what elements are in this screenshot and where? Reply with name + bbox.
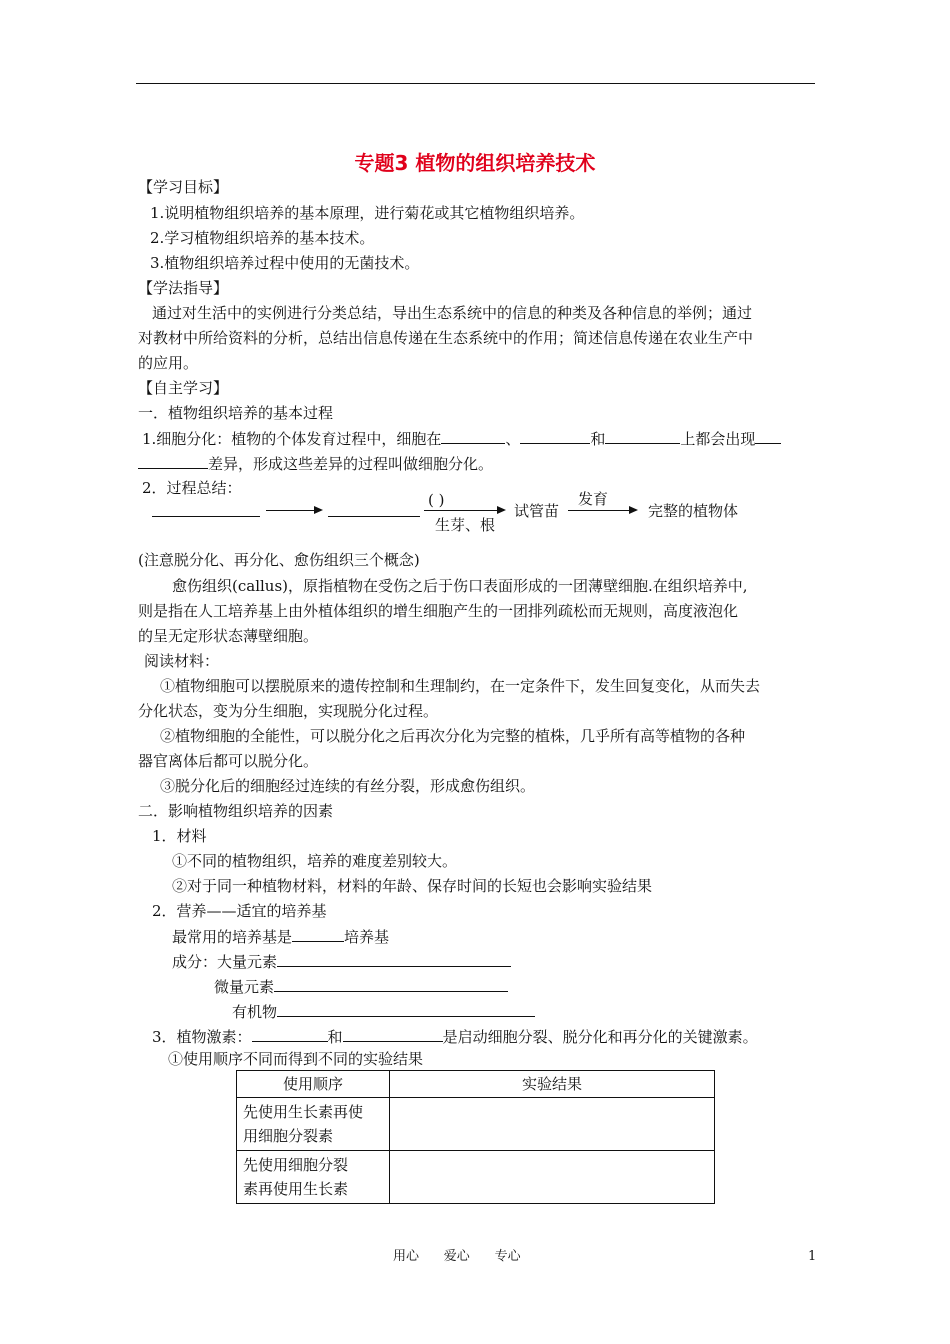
flow-arrow-1 [266,510,321,511]
order-text: 素再使用生长素 [243,1180,349,1198]
method-line: 通过对生活中的实例进行分类总结，导出生态系统中的信息的种类及各种信息的举例；通过 [152,304,753,322]
callus-text: 的呈无定形状态薄壁细胞。 [138,627,319,645]
order-text: 用细胞分裂素 [243,1127,334,1145]
composition-label: 成分： [172,953,218,971]
medium-suffix: 培养基 [344,928,390,946]
separator: 和 [590,430,606,448]
cell-differentiation-label: 1.细胞分化：植物的个体发育过程中，细胞在 [142,430,442,448]
material-item: ①不同的植物组织，培养的难度差别较大。 [172,852,458,870]
reading-item: 分化状态，变为分生细胞，实现脱分化过程。 [138,702,439,720]
answer-blank [277,951,511,967]
micro-line [214,976,508,997]
self-study-heading: 【自主学习】 [138,379,229,397]
cell-differentiation-line2 [138,453,493,474]
goal-item: 3.植物组织培养过程中使用的无菌技术。 [150,254,420,272]
organic-label: 有机物 [232,1003,278,1021]
table-header-row [237,1071,715,1098]
flow-arrow-3 [568,510,636,511]
goals-heading: 【学习目标】 [138,178,229,196]
flow-blank-1 [152,516,260,517]
order-text: 先使用细胞分裂 [243,1156,349,1174]
process-summary-label: 2．过程总结： [142,479,242,497]
cell-differentiation-line [142,428,781,449]
callus-text: 则是指在人工培养基上由外植体组织的增生细胞产生的一团排列疏松而无规则，高度液泡化 [138,602,739,620]
answer-blank [520,428,590,444]
method-line: 的应用。 [138,354,199,372]
hormone-prefix: 3．植物激素： [152,1028,252,1046]
answer-blank [252,1026,328,1042]
goal-item: 2.学习植物组织培养的基本技术。 [150,229,375,247]
order-note: ①使用顺序不同而得到不同的实验结果 [168,1050,424,1068]
section-1-title: 一．植物组织培养的基本过程 [138,404,334,422]
table-header: 实验结果 [390,1071,715,1098]
table-row [237,1098,715,1151]
flow-bracket: ( ) [428,491,445,509]
answer-blank [755,428,781,444]
goal-item: 1.说明植物组织培养的基本原理，进行菊花或其它植物组织培养。 [150,204,585,222]
flow-blank-2 [328,516,420,517]
flow-arrow-2 [424,510,504,511]
footer-motto: 用心 爱心 专心 [393,1249,521,1264]
page-number: 1 [808,1249,817,1264]
macro-line [172,951,511,972]
callus-text: 愈伤组织(callus)，原指植物在受伤之后于伤口表面形成的一团薄壁细胞.在组织培养中, [172,577,748,595]
micro-label: 微量元素 [214,978,275,996]
answer-blank [274,976,508,992]
answer-blank [292,926,344,942]
table-row [237,1151,715,1204]
flow-arrow-label: 发育 [578,490,609,508]
concept-note: (注意脱分化、再分化、愈伤组织三个概念) [138,551,420,569]
results-table [236,1070,715,1204]
hormone-suffix: 是启动细胞分裂、脱分化和再分化的关键激素。 [442,1028,758,1046]
answer-blank [605,428,680,444]
reading-item: 器官离体后都可以脱分化。 [138,752,319,770]
material-item: ②对于同一种植物材料，材料的年龄、保存时间的长短也会影响实验结果 [172,877,653,895]
result-cell[interactable] [390,1151,715,1204]
macro-label: 大量元素 [217,953,278,971]
cell-differentiation-tail: 上都会出现 [680,430,756,448]
order-cell [237,1098,390,1151]
medium-prefix: 最常用的培养基是 [172,928,293,946]
order-text: 先使用生长素再使 [243,1103,364,1121]
hormone-line [152,1026,758,1047]
method-heading: 【学法指导】 [138,279,229,297]
method-line: 对教材中所给资料的分析，总结出信息传递在生态系统中的作用；简述信息传递在农业生产中 [138,329,754,347]
flow-under-label: 生芽、根 [435,516,496,534]
organic-line [232,1001,535,1022]
answer-blank [138,453,208,469]
result-cell[interactable] [390,1098,715,1151]
answer-blank [441,428,505,444]
hormone-and: 和 [327,1028,343,1046]
order-cell [237,1151,390,1204]
table-header: 使用顺序 [237,1071,390,1098]
header-rule [136,83,815,84]
reading-item: ①植物细胞可以摆脱原来的遗传控制和生理制约，在一定条件下，发生回复变化，从而失去 [160,677,761,695]
separator: 、 [505,430,521,448]
answer-blank [343,1026,443,1042]
flow-node-tube: 试管苗 [514,502,560,520]
section-2-title: 二．影响植物组织培养的因素 [138,802,334,820]
answer-blank [277,1001,535,1017]
flow-end-node: 完整的植物体 [648,502,739,520]
reading-title: 阅读材料： [144,652,220,670]
reading-item: ③脱分化后的细胞经过连续的有丝分裂，形成愈伤组织。 [160,777,536,795]
medium-line [172,926,389,947]
reading-item: ②植物细胞的全能性，可以脱分化之后再次分化为完整的植株，几乎所有高等植物的各种 [160,727,746,745]
nutrition-title: 2．营养——适宜的培养基 [152,902,327,920]
cell-differentiation-conclusion: 差异，形成这些差异的过程叫做细胞分化。 [208,455,494,473]
page-title: 专题3 植物的组织培养技术 [354,151,596,175]
material-title: 1．材料 [152,827,207,845]
